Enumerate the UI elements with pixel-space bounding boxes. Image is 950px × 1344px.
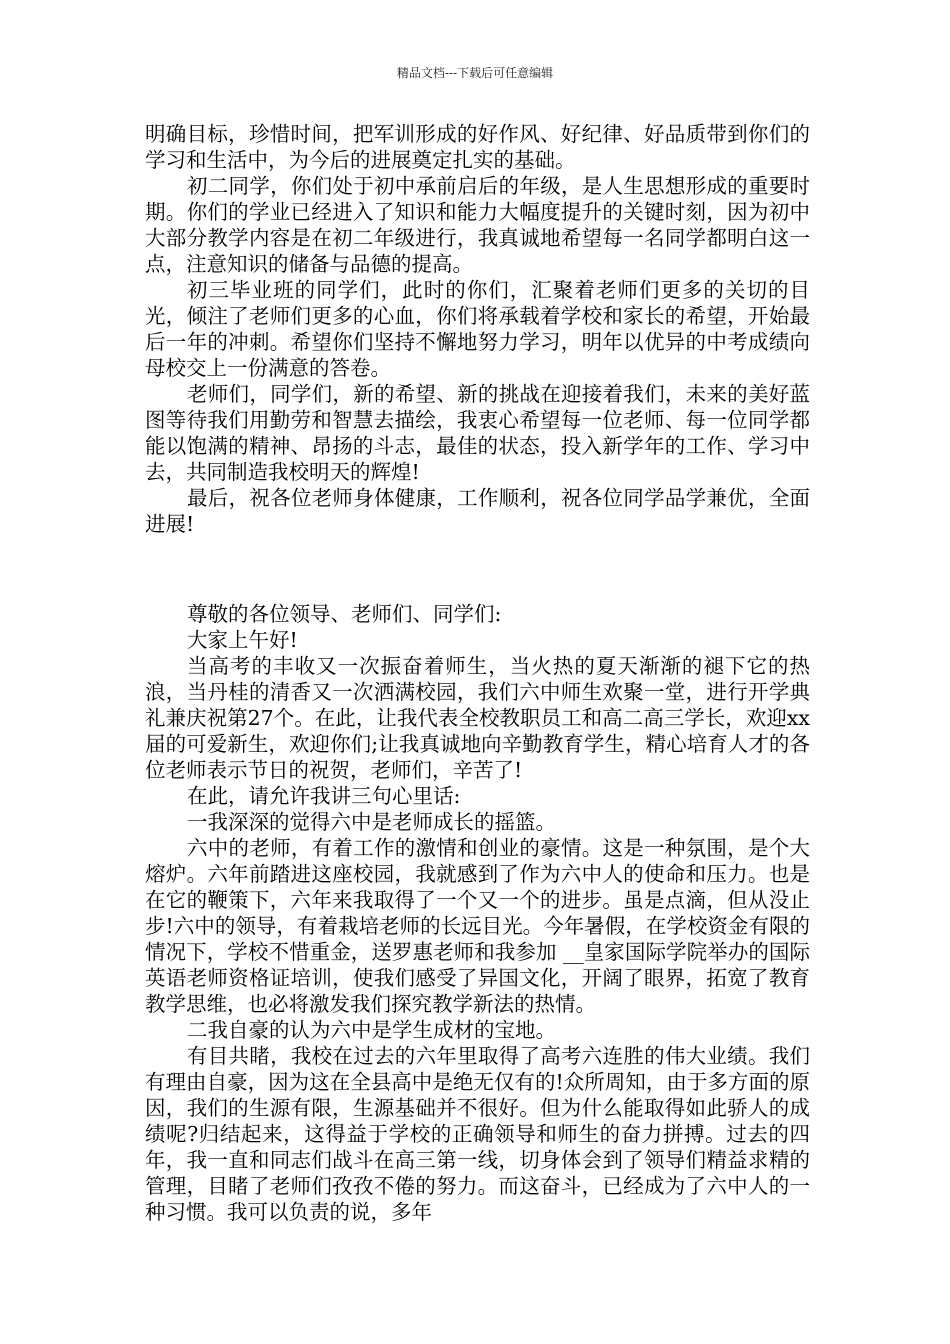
paragraph: 有目共睹，我校在过去的六年里取得了高考六连胜的伟大业绩。我们有理由自豪，因为这在全县高中是绝无仅有的!众所周知，由于多方面的原因，我们的生源有限，生源基础并不很好。但为什么能取得如此骄人的成绩呢?归结起来，这得益于学校的正确领导和师生的奋力拼搏。过去的四年，我一直和同志们战斗在高三第一线，切身体会到了领导们精益求精的管理，目睹了老师们孜孜不倦的努力。而这奋斗，已经成为了六中人的一种习惯。我可以负责的说，多年 [145, 1044, 810, 1224]
paragraph: 当高考的丰收又一次振奋着师生，当火热的夏天渐渐的褪下它的热浪，当丹桂的清香又一次洒满校园，我们六中师生欢聚一堂，进行开学典礼兼庆祝第27个。在此，让我代表全校教职员工和高二高三学长，欢迎xx届的可爱新生，欢迎你们;让我真诚地向辛勤教育学生，精心培育人才的各位老师表示节日的祝贺，老师们，辛苦了! [145, 654, 810, 782]
paragraph: 二我自豪的认为六中是学生成材的宝地。 [187, 1018, 556, 1042]
section-1 [145, 121, 810, 537]
paragraph: 最后，祝各位老师身体健康，工作顺利，祝各位同学品学兼优，全面进展! [145, 486, 810, 536]
salutation: 尊敬的各位领导、老师们、同学们: [187, 602, 502, 626]
paragraph: 一我深深的觉得六中是老师成长的摇篮。 [187, 810, 556, 834]
paragraph: 明确目标，珍惜时间，把军训形成的好作风、好纪律、好品质带到你们的学习和生活中，为今后的进展奠定扎实的基础。 [145, 122, 810, 172]
section-gap [145, 537, 810, 601]
paragraph: 初二同学，你们处于初中承前启后的年级，是人生思想形成的重要时期。你们的学业已经进入了知识和能力大幅度提升的关键时刻，因为初中大部分教学内容是在初二年级进行，我真诚地希望每一名同学都明白这一点，注意知识的储备与品德的提高。 [145, 174, 810, 276]
paragraph: 初三毕业班的同学们，此时的你们，汇聚着老师们更多的关切的目光，倾注了老师们更多的心血，你们将承载着学校和家长的希望，开始最后一年的冲刺。希望你们坚持不懈地努力学习，明年以优异的中考成绩向母校交上一份满意的答卷。 [145, 278, 810, 380]
greeting: 大家上午好! [187, 628, 298, 652]
paragraph: 在此，请允许我讲三句心里话: [187, 784, 461, 808]
paragraph: 六中的老师，有着工作的激情和创业的豪情。这是一种氛围，是个大熔炉。六年前踏进这座校园，我就感到了作为六中人的使命和压力。也是在它的鞭策下，六年来我取得了一个又一个的进步。虽是点滴，但从没止步!六中的领导，有着栽培老师的长远目光。今年暑假，在学校资金有限的情况下，学校不惜重金，送罗惠老师和我参加 __皇家国际学院举办的国际英语老师资格证培训，使我们感受了异国文化，开阔了眼界，拓宽了教育教学思维，也必将激发我们探究教学新法的热情。 [145, 836, 810, 1016]
document-body [145, 121, 810, 1225]
page-header: 精品文档---下载后可任意编辑 [396, 66, 554, 80]
section-2 [145, 601, 810, 1225]
paragraph: 老师们，同学们，新的希望、新的挑战在迎接着我们，未来的美好蓝图等待我们用勤劳和智慧去描绘，我衷心希望每一位老师、每一位同学都能以饱满的精神、昂扬的斗志，最佳的状态，投入新学年的工作、学习中去，共同制造我校明天的辉煌! [145, 382, 810, 484]
